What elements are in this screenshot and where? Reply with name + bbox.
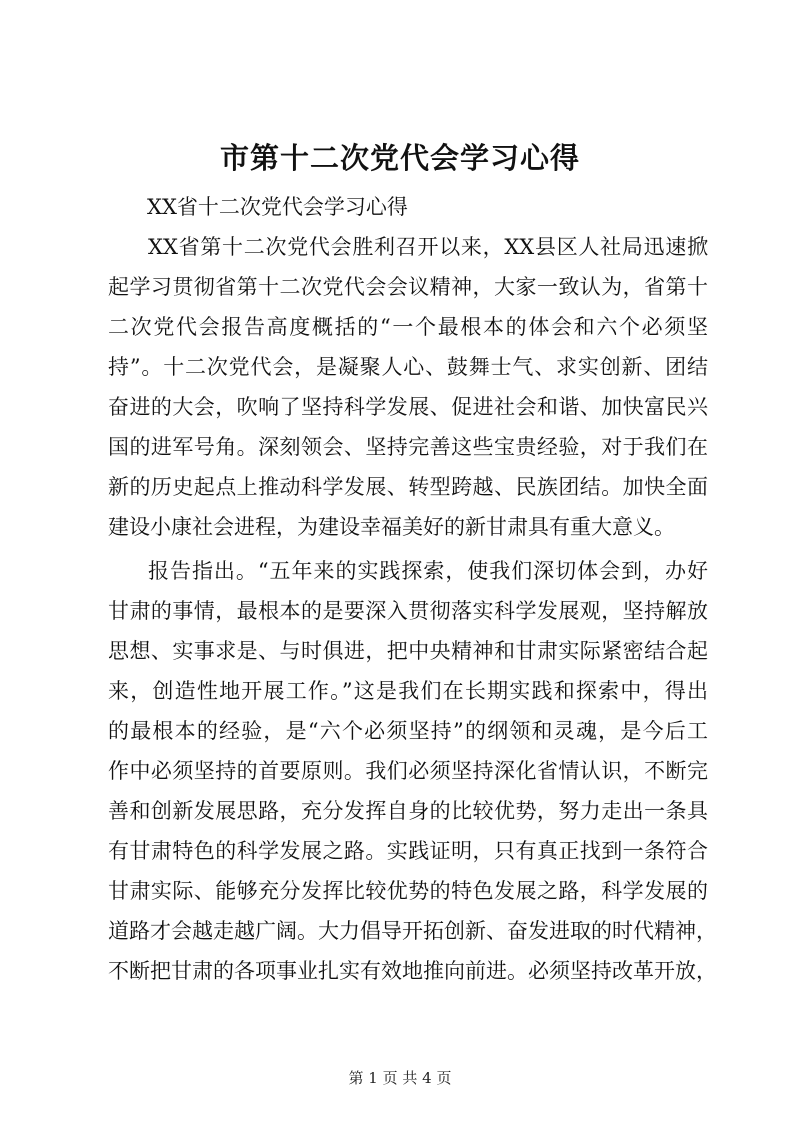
paragraph-2-line-9: 甘肃实际、能够充分发挥比较优势的特色发展之路，科学发展的 [108, 879, 708, 903]
paragraph-1-line-1: XX省第十二次党代会胜利召开以来，XX县区人社局迅速掀 [148, 235, 708, 259]
paragraph-1-line-3: 二次党代会报告高度概括的“一个最根本的体会和六个必须坚 [108, 315, 708, 339]
paragraph-2-line-8: 有甘肃特色的科学发展之路。实践证明，只有真正找到一条符合 [108, 839, 708, 863]
document-subtitle: XX省十二次党代会学习心得 [147, 195, 408, 219]
paragraph-1-line-6: 国的进军号角。深刻领会、坚持完善这些宝贵经验，对于我们在 [108, 435, 708, 459]
paragraph-1-line-2: 起学习贯彻省第十二次党代会会议精神，大家一致认为，省第十 [108, 275, 708, 299]
paragraph-2-line-3: 思想、实事求是、与时俱进，把中央精神和甘肃实际紧密结合起 [108, 639, 708, 663]
paragraph-2-line-4: 来，创造性地开展工作。”这是我们在长期实践和探索中，得出 [108, 679, 708, 703]
paragraph-1-line-7: 新的历史起点上推动科学发展、转型跨越、民族团结。加快全面 [108, 475, 708, 499]
paragraph-2-line-10: 道路才会越走越广阔。大力倡导开拓创新、奋发进取的时代精神， [108, 919, 717, 943]
paragraph-1-line-5: 奋进的大会，吹响了坚持科学发展、促进社会和谐、加快富民兴 [108, 395, 708, 419]
paragraph-2-line-5: 的最根本的经验，是“六个必须坚持”的纲领和灵魂，是今后工 [108, 719, 708, 743]
paragraph-2-line-2: 甘肃的事情，最根本的是要深入贯彻落实科学发展观，坚持解放 [108, 599, 708, 623]
paragraph-1-line-8: 建设小康社会进程，为建设幸福美好的新甘肃具有重大意义。 [108, 515, 675, 539]
paragraph-1-line-4: 持”。十二次党代会，是凝聚人心、鼓舞士气、求实创新、团结 [108, 355, 708, 379]
page-title: 市第十二次党代会学习心得 [219, 141, 580, 175]
page-number-footer: 第 1 页 共 4 页 [348, 1069, 452, 1087]
paragraph-2-line-6: 作中必须坚持的首要原则。我们必须坚持深化省情认识，不断完 [108, 759, 708, 783]
paragraph-2-line-11: 不断把甘肃的各项事业扎实有效地推向前进。必须坚持改革开放， [108, 959, 717, 983]
paragraph-2-line-1: 报告指出。“五年来的实践探索，使我们深切体会到，办好 [148, 559, 708, 583]
paragraph-2-line-7: 善和创新发展思路，充分发挥自身的比较优势，努力走出一条具 [108, 799, 708, 823]
